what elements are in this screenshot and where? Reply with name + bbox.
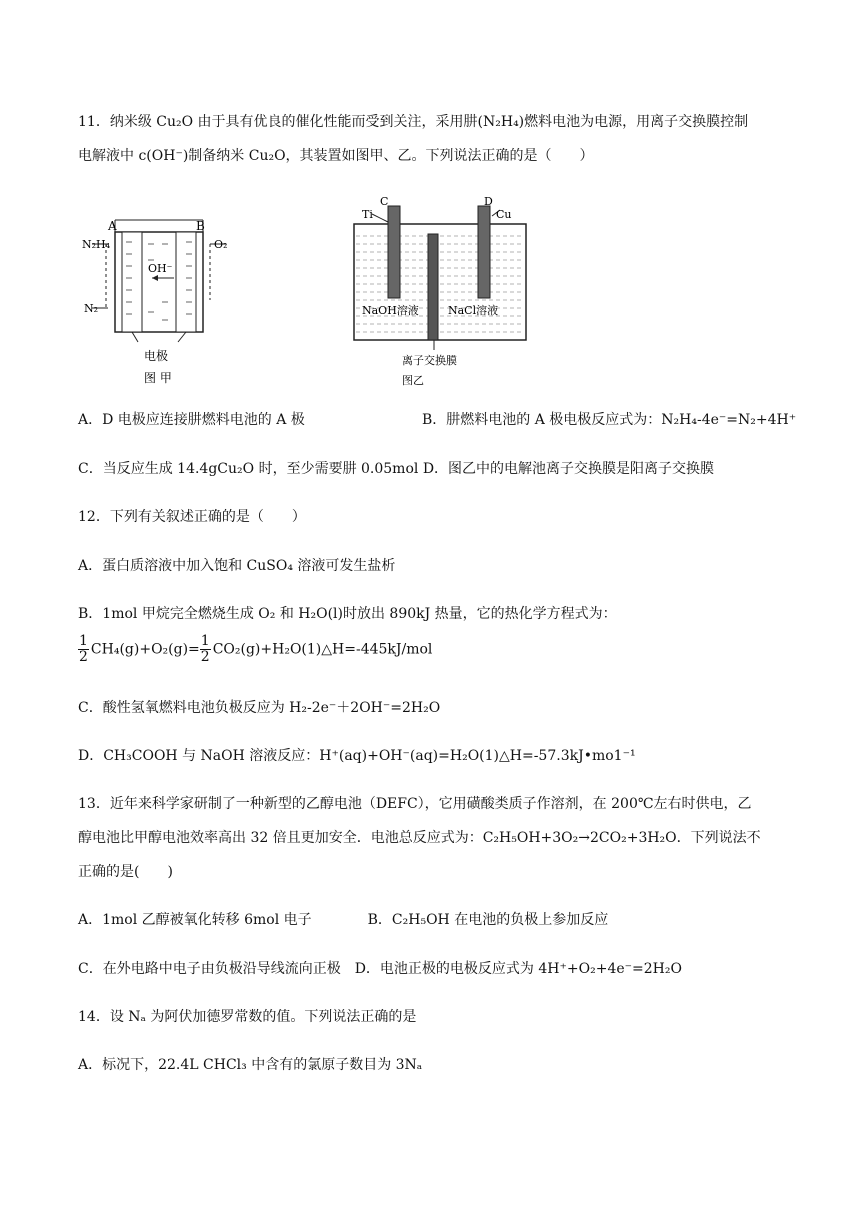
q14-option-a: A．标况下，22.4L CHCl₃ 中含有的氯原子数目为 3Nₐ <box>78 1057 423 1073</box>
label-c: C <box>380 195 389 208</box>
q13-option-ab: A．1mol 乙醇被氧化转移 6mol 电子 B．C₂H₅OH 在电池的负极上参加反应 <box>78 912 609 928</box>
q12-option-b-equation <box>78 634 432 665</box>
q13-stem-line3: 正确的是( ) <box>78 864 173 880</box>
fraction-half: $\frac{1}{2}$ <box>79 633 88 665</box>
q12-option-a: A．蛋白质溶液中加入饱和 CuSO₄ 溶液可发生盐析 <box>78 558 396 574</box>
caption-jia: 图 甲 <box>144 371 172 385</box>
figure-jia <box>78 212 238 390</box>
figure-yi <box>350 194 530 390</box>
q11-option-cd: C．当反应生成 14.4gCu₂O 时，至少需要肼 0.05mol D．图乙中的电解池离子交换膜是阳离子交换膜 <box>78 461 715 477</box>
label-a: A <box>108 219 117 233</box>
q11-stem-line2: 电解液中 c(OH⁻)制备纳米 Cu₂O，其装置如图甲、乙。下列说法正确的是（ ） <box>78 148 594 164</box>
q12-option-c: C．酸性氢氧燃料电池负极反应为 H₂-2e⁻＋2OH⁻=2H₂O <box>78 700 441 716</box>
equation-part1: CH₄(g)+O₂(g)= <box>90 641 200 658</box>
q13-stem-line2: 醇电池比甲醇电池效率高出 32 倍且更加安全．电池总反应式为：C₂H₅OH+3O₂→2CO₂+3H₂O．下列说法不 <box>78 830 761 846</box>
q12-option-d: D．CH₃COOH 与 NaOH 溶液反应：H⁺(aq)+OH⁻(aq)=H₂O(1)△H=-57.3kJ•mo1⁻¹ <box>78 748 636 764</box>
label-naoh: NaOH溶液 <box>362 304 419 317</box>
label-n2h4: N₂H₄ <box>82 238 111 251</box>
equation-part2: CO₂(g)+H₂O(1)△H=-445kJ/mol <box>212 641 433 658</box>
q13-option-cd: C．在外电路中电子由负极沿导线流向正极 D．电池正极的电极反应式为 4H⁺+O₂+4e⁻=2H₂O <box>78 961 682 977</box>
q11-option-a: A．D 电极应连接肼燃料电池的 A 极 <box>78 412 305 428</box>
label-electrode: 电极 <box>144 349 169 363</box>
caption-yi: 图乙 <box>402 374 424 387</box>
label-d: D <box>484 195 493 208</box>
fraction-half: $\frac{1}{2}$ <box>200 633 210 665</box>
label-b: B <box>196 219 205 233</box>
label-oh: OH⁻ <box>148 262 173 275</box>
label-membrane: 离子交换膜 <box>402 354 457 367</box>
label-o2: O₂ <box>214 238 228 251</box>
label-cu: Cu <box>496 208 512 221</box>
q12-option-b-line1: B．1mol 甲烷完全燃烧生成 O₂ 和 H₂O(l)时放出 890kJ 热量，它的热化学方程式为： <box>78 606 617 622</box>
q11-option-b: B．肼燃料电池的 A 极电极反应式为：N₂H₄-4e⁻=N₂+4H⁺ <box>422 412 797 428</box>
label-ti: Ti <box>362 208 373 221</box>
q13-stem-line1: 13．近年来科学家研制了一种新型的乙醇电池（DEFC），它用磺酸类质子作溶剂，在 200℃左右时供电，乙 <box>78 796 752 812</box>
q11-stem-line1: 11．纳米级 Cu₂O 由于具有优良的催化性能而受到关注，采用肼(N₂H₄)燃料电池为电源，用离子交换膜控制 <box>78 114 749 130</box>
q14-stem: 14．设 Nₐ 为阿伏加德罗常数的值。下列说法正确的是 <box>78 1009 417 1025</box>
label-nacl: NaCl溶液 <box>448 304 499 317</box>
q12-stem: 12．下列有关叙述正确的是（ ） <box>78 509 306 525</box>
label-n2: N₂ <box>84 302 99 315</box>
